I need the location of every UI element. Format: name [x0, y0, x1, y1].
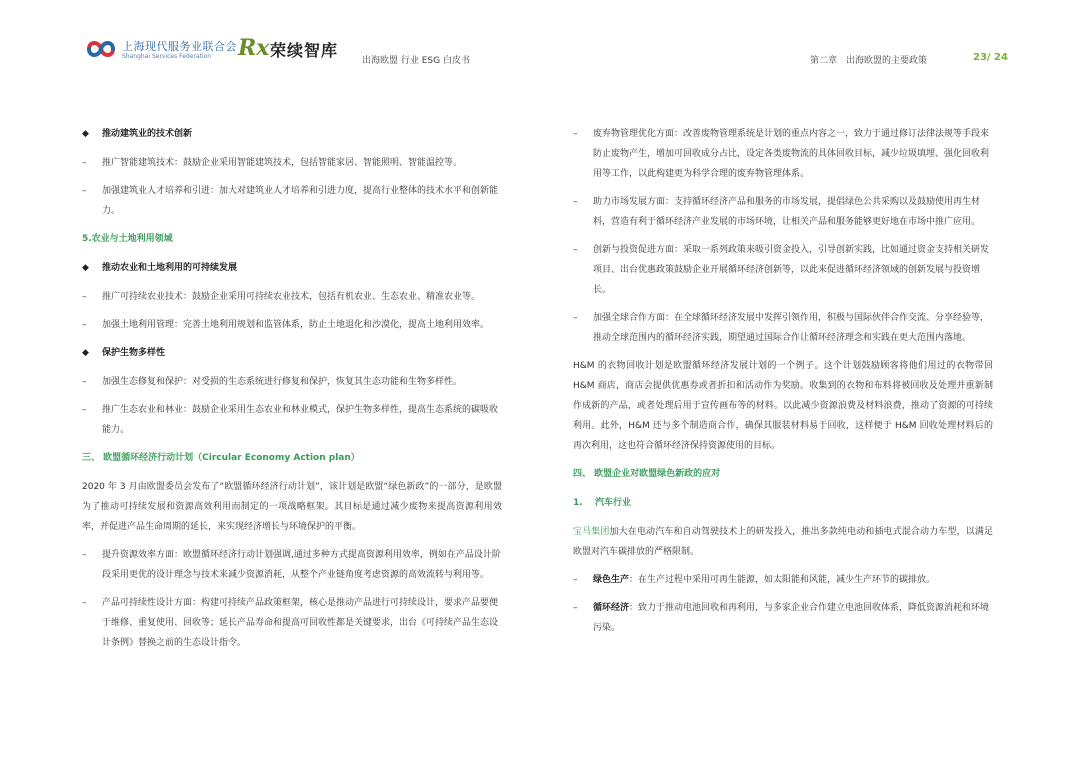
dash-bullet-icon: –: [573, 197, 578, 207]
page-header: [0, 0, 1080, 80]
list-item: – 加强全球合作方面：在全球循环经济发展中发挥引领作用，积极与国际伙伴合作交流、分享经验等，推动全球范围内的循环经济实践，期望通过国际合作让循环经济理念和实践在更大范围内落地。: [573, 308, 993, 348]
company-name: 宝马集团: [573, 527, 610, 537]
dash-bullet-icon: –: [82, 320, 87, 330]
paragraph: 2020 年 3 月由欧盟委员会发布了“欧盟循环经济行动计划”，该计划是欧盟“绿色新政”的一部分，是欧盟为了推动可持续发展和资源高效利用而制定的一项战略框架。其目标是通过减少废物来提高资源利用效率，并促进产品生命周期的延长，来实现经济增长与环境保护的平衡。: [82, 482, 502, 532]
right-column: [573, 124, 993, 646]
left-column: [82, 124, 502, 661]
dash-bullet-icon: –: [82, 377, 87, 387]
diamond-bullet-icon: ◆: [82, 263, 89, 273]
page-number: 23/ 24: [973, 52, 1008, 63]
dash-bullet-icon: –: [573, 313, 578, 323]
paragraph: H&M 的衣物回收计划是欧盟循环经济发展计划的一个例子。这个计划鼓励顾客将他们用过的衣物带回 H&M 商店，商店会提供优惠券或者折扣和活动作为奖励。收集到的衣物和布料将被回收及处理并重新制作成新的产品，或者处理后用于宣传画布等的材料。以此减少资源浪费及材料浪费，推动了资源的可持续利用。此外，H&M 还与多个制造商合作，确保其服装材料易于回收，这样便于 H&M 回收处理材料后的再次利用，这也符合循环经济保持资源使用的目标。: [573, 361, 993, 451]
section-title: 四、 欧盟企业对欧盟绿色新政的应对: [573, 469, 721, 479]
list-item: – 循环经济：致力于推动电池回收和再利用，与多家企业合作建立电池回收体系，降低资源消耗和环境污染。: [573, 598, 993, 638]
list-item: – 提升资源效率方面：欧盟循环经济行动计划强调,通过多种方式提高资源利用效率，例如在产品设计阶段采用更优的设计理念与技术来减少资源消耗，从整个产业链角度考虑资源的高效流转与利用等。: [82, 545, 502, 585]
section-heading: ◆ 推动建筑业的技术创新: [82, 124, 502, 144]
section-title: 三、 欧盟循环经济行动计划（Circular Economy Action plan）: [82, 453, 360, 463]
list-item: – 绿色生产：在生产过程中采用可再生能源，如太阳能和风能，减少生产环节的碳排放。: [573, 570, 993, 590]
section-heading: ◆ 保护生物多样性: [82, 343, 502, 363]
rx-logo-icon: Rx: [238, 35, 270, 61]
dash-bullet-icon: –: [82, 292, 87, 302]
diamond-bullet-icon: ◆: [82, 348, 89, 358]
dash-bullet-icon: –: [82, 186, 87, 196]
list-item: – 创新与投资促进方面：采取一系列政策来吸引资金投入，引导创新实践，比如通过资金支持相关研发项目、出台优惠政策鼓励企业开展循环经济创新等，以此来促进循环经济领域的创新发展与投资增长。: [573, 240, 993, 300]
list-item: – 废弃物管理优化方面：改善废物管理系统是计划的重点内容之一，致力于通过修订法律法规等手段来防止废物产生，增加可回收成分占比，设定各类废物流的具体回收目标，减少垃圾填埋、强化回收利用等工作，以此构建更为科学合理的废弃物管理体系。: [573, 124, 993, 184]
dash-bullet-icon: –: [573, 575, 578, 585]
list-item: – 加强土地利用管理：完善土地利用规划和监管体系，防止土地退化和沙漠化，提高土地利用效率。: [82, 315, 502, 335]
dash-bullet-icon: –: [82, 550, 87, 560]
subsection-title: 5.农业与土地利用领域: [82, 234, 173, 244]
federation-name: 上海现代服务业联合会: [122, 40, 237, 53]
dash-bullet-icon: –: [82, 598, 87, 608]
document-title: 出海欧盟 行业 ESG 白皮书: [362, 56, 470, 66]
list-item: – 加强建筑业人才培养和引进：加大对建筑业人才培养和引进力度，提高行业整体的技术水平和创新能力。: [82, 181, 502, 221]
dash-bullet-icon: –: [573, 603, 578, 613]
diamond-bullet-icon: ◆: [82, 129, 89, 139]
dash-bullet-icon: –: [82, 405, 87, 415]
list-item: – 推广智能建筑技术：鼓励企业采用智能建筑技术，包括智能家居、智能照明、智能温控等。: [82, 153, 502, 173]
list-item: – 加强生态修复和保护：对受损的生态系统进行修复和保护，恢复其生态功能和生物多样性。: [82, 372, 502, 392]
section-heading: ◆ 推动农业和土地利用的可持续发展: [82, 258, 502, 278]
list-item: – 助力市场发展方面：支持循环经济产品和服务的市场发展，提倡绿色公共采购以及鼓励使用再生材料，营造有利于循环经济产业发展的市场环境，让相关产品和服务能够更好地在市场中推广应用。: [573, 192, 993, 232]
list-item: – 推广可持续农业技术：鼓励企业采用可持续农业技术，包括有机农业、生态农业、精准农业等。: [82, 287, 502, 307]
list-item: – 产品可持续性设计方面：构建可持续产品政策框架，核心是推动产品进行可持续设计，要求产品要便于维修、重复使用、回收等；延长产品寿命和提高可回收性都是关键要求，出台《可持续产品生态设计条例》替换之前的生态设计指令。: [82, 593, 502, 653]
list-item: – 推广生态农业和林业：鼓励企业采用生态农业和林业模式，保护生物多样性，提高生态系统的碳吸收能力。: [82, 400, 502, 440]
paragraph: 宝马集团加大在电动汽车和自动驾驶技术上的研发投入，推出多款纯电动和插电式混合动力车型，以满足欧盟对汽车碳排放的严格限制。: [573, 527, 993, 557]
federation-logo-icon: [86, 37, 116, 61]
subsection-title: 1. 汽车行业: [573, 498, 632, 508]
dash-bullet-icon: –: [573, 129, 578, 139]
chapter-title: 第二章 出海欧盟的主要政策: [810, 56, 928, 66]
federation-name-en: Shanghai Services Federation: [122, 53, 212, 60]
dash-bullet-icon: –: [82, 158, 87, 168]
think-tank-name: 荣续智库: [270, 41, 339, 60]
dash-bullet-icon: –: [573, 245, 578, 255]
